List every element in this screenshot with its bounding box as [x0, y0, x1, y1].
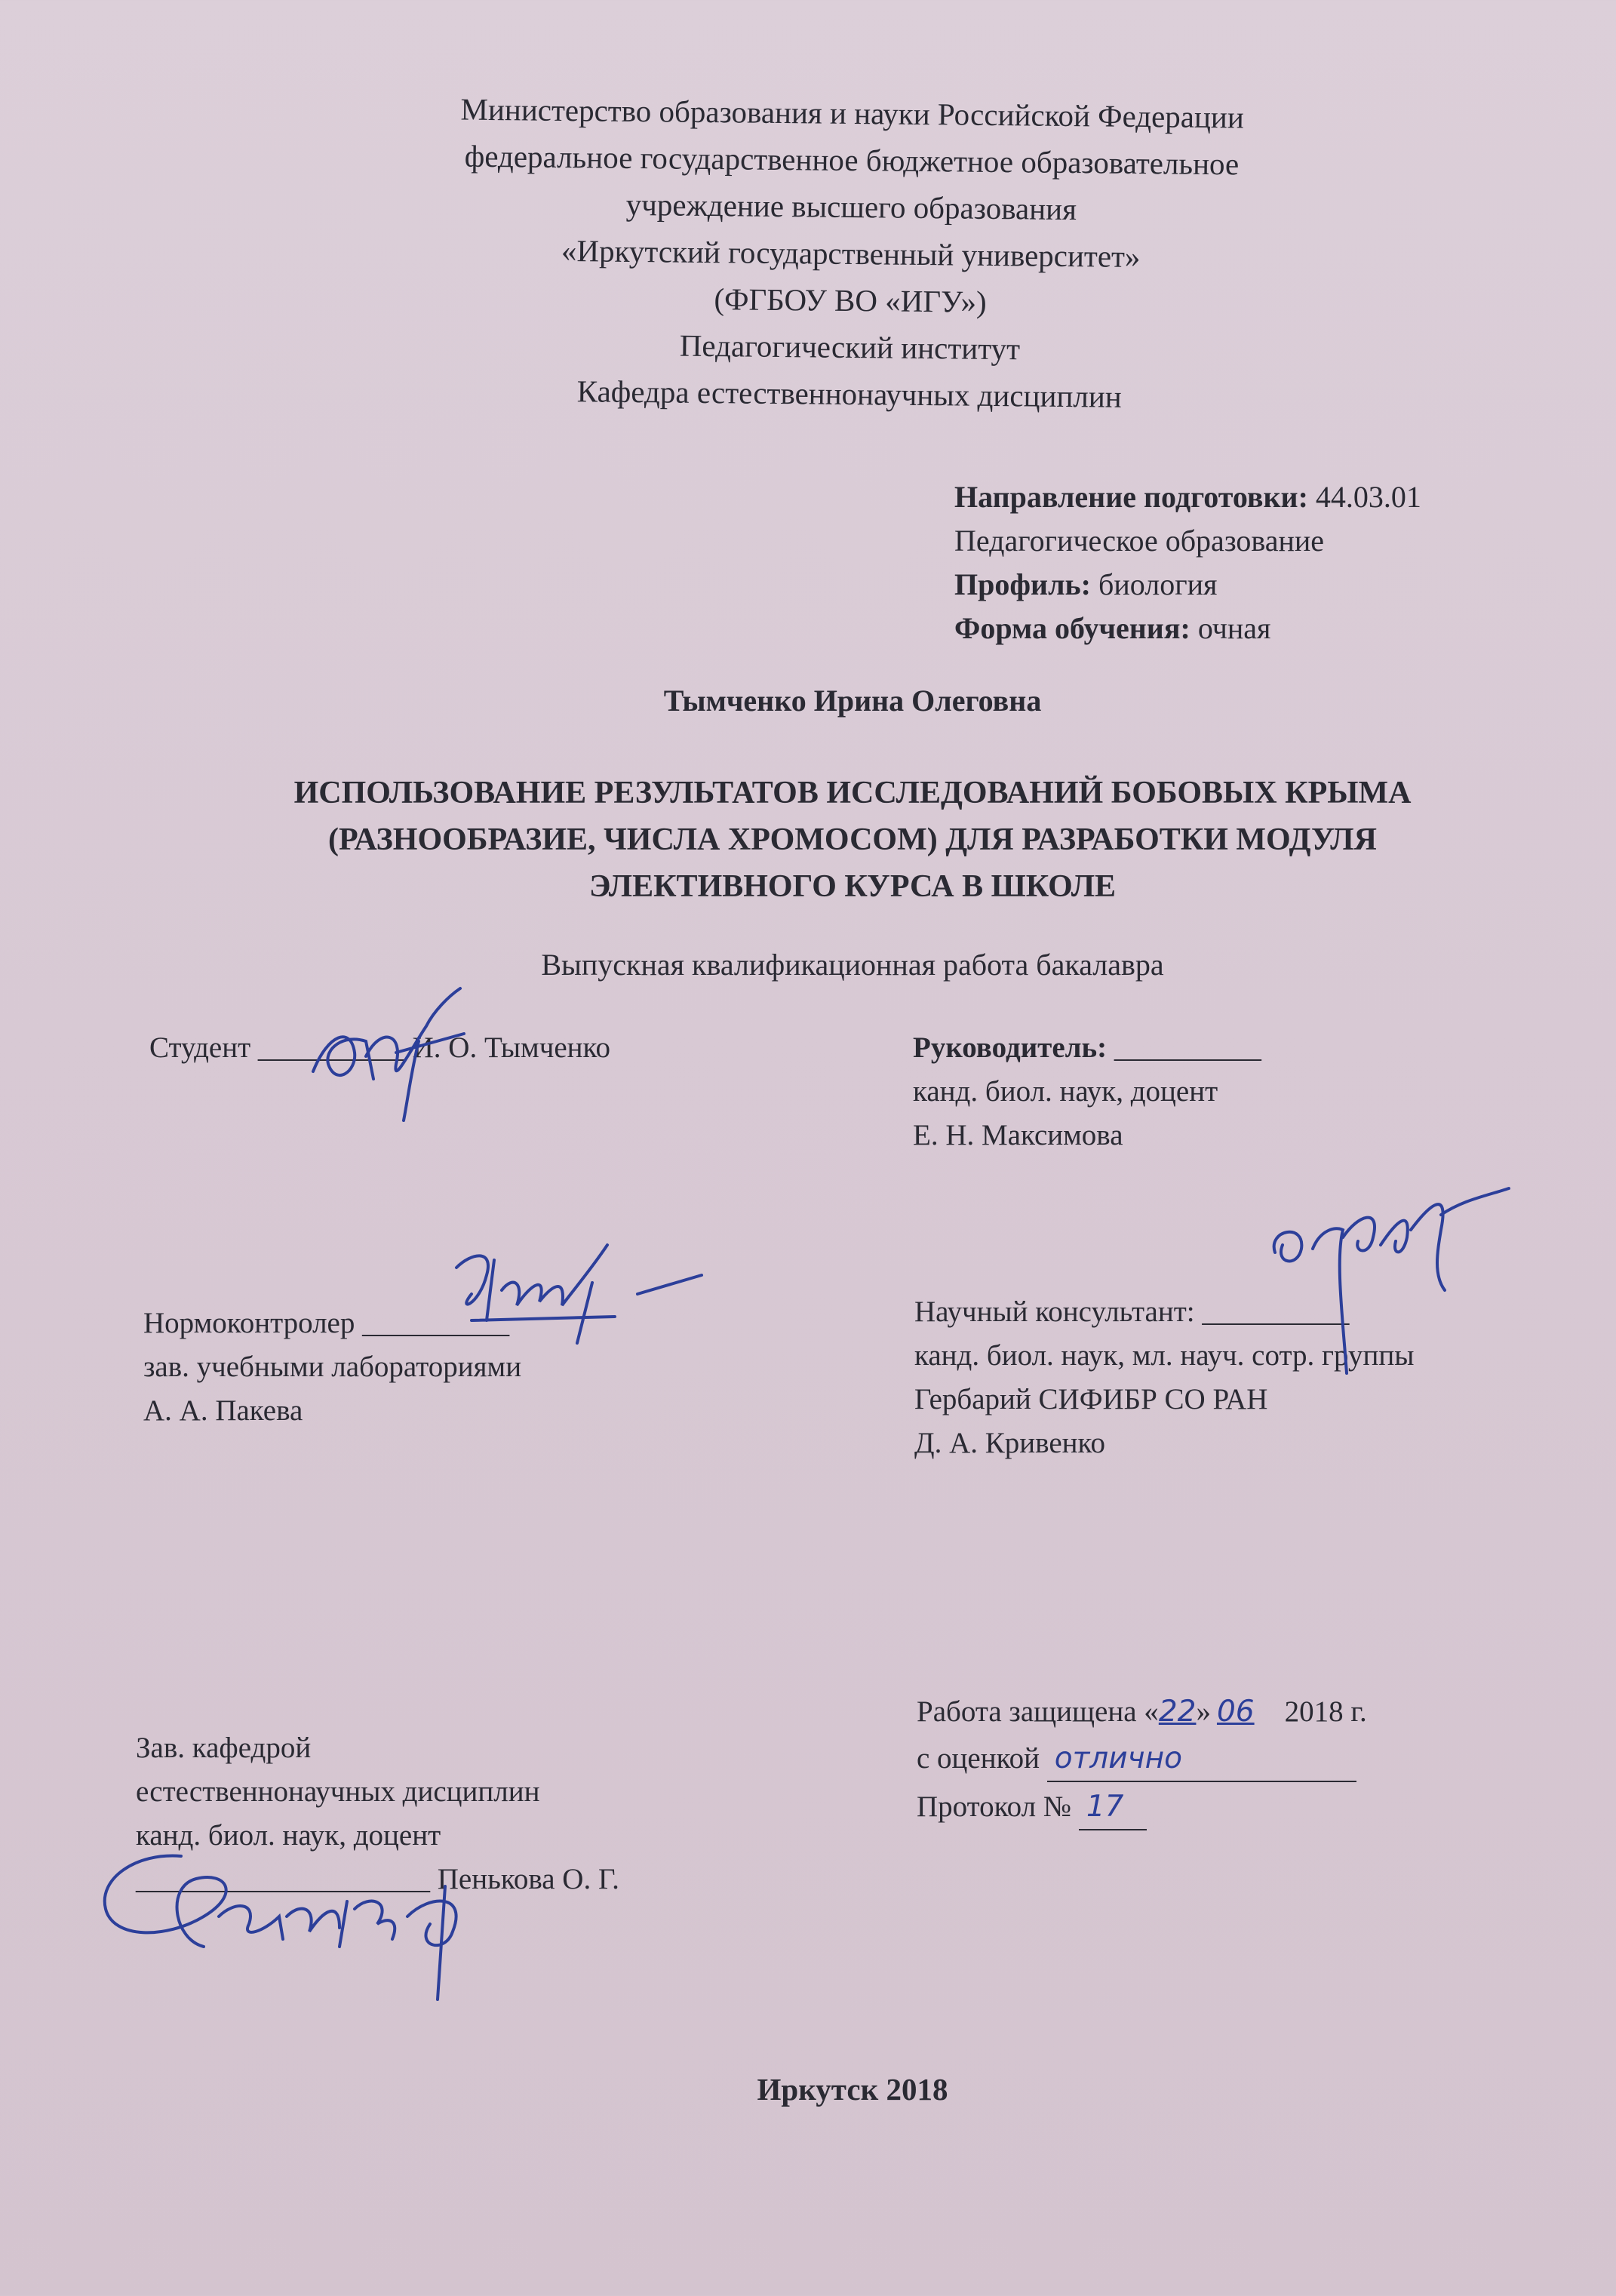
supervisor-signature-line: __________	[1114, 1031, 1261, 1064]
form-label: Форма обучения:	[954, 611, 1190, 645]
title-line-3: ЭЛЕКТИВНОГО КУРСА В ШКОЛЕ	[588, 869, 1117, 904]
work-type: Выпускная квалификационная работа бакалавра	[541, 948, 1164, 982]
head-department: естественнонаучных дисциплин	[136, 1775, 540, 1808]
title-line-2: (РАЗНООБРАЗИЕ, ЧИСЛА ХРОМОСОМ) ДЛЯ РАЗРАБОТКИ МОДУЛЯ	[328, 822, 1377, 857]
supervisor-block	[913, 1026, 1261, 1157]
header-line-department: Кафедра естественнонаучных дисциплин	[576, 373, 1122, 414]
form-value: очная	[1197, 611, 1271, 645]
consultant-signature-line: __________	[1202, 1296, 1350, 1328]
title-line-1: ИСПОЛЬЗОВАНИЕ РЕЗУЛЬТАТОВ ИССЛЕДОВАНИЙ БОБОВЫХ КРЫМА	[293, 776, 1412, 810]
student-signature-line: __________	[257, 1031, 405, 1064]
header-line-abbr: (ФГБОУ ВО «ИГУ»)	[714, 281, 987, 319]
direction-label: Направление подготовки:	[954, 480, 1308, 514]
consultant-org: Гербарий СИФИБР СО РАН	[914, 1383, 1268, 1415]
normcontroller-name: А. А. Пакева	[143, 1394, 303, 1427]
defense-day: 22	[1158, 1695, 1197, 1729]
profile-label: Профиль:	[954, 567, 1091, 601]
direction-name: Педагогическое образование	[954, 524, 1325, 558]
head-signature-line: ____________________	[136, 1863, 430, 1895]
normcontroller-position: зав. учебными лабораториями	[143, 1351, 522, 1383]
protocol-value: 17	[1079, 1785, 1147, 1830]
defense-block	[917, 1690, 1367, 1830]
normcontroller-signature	[441, 1222, 713, 1354]
consultant-name: Д. А. Кривенко	[914, 1427, 1105, 1459]
consultant-signature	[1260, 1185, 1532, 1385]
supervisor-label: Руководитель:	[913, 1031, 1108, 1064]
student-signature	[298, 981, 494, 1128]
header-line-ministry: Министерство образования и науки Российской Федерации	[460, 91, 1245, 135]
normcontroller-label: Нормоконтролер	[143, 1307, 355, 1339]
defense-sep: »	[1196, 1695, 1211, 1728]
head-signature	[91, 1826, 543, 2003]
defended-prefix: Работа защищена «	[917, 1695, 1159, 1728]
consultant-degree: канд. биол. наук, мл. науч. сотр. группы	[914, 1339, 1415, 1372]
normcontroller-signature-line: __________	[362, 1307, 510, 1339]
defense-year: 2018 г.	[1284, 1695, 1367, 1728]
supervisor-name: Е. Н. Максимова	[913, 1119, 1123, 1151]
supervisor-degree: канд. биол. наук, доцент	[913, 1075, 1218, 1108]
direction-code: 44.03.01	[1315, 480, 1421, 514]
author-name: Тымченко Ирина Олеговна	[663, 684, 1042, 718]
head-name: Пенькова О. Г.	[437, 1863, 619, 1895]
head-title: Зав. кафедрой	[136, 1732, 312, 1764]
city-year: Иркутск 2018	[757, 2072, 948, 2107]
consultant-label: Научный консультант:	[914, 1296, 1195, 1328]
header-line-institute: Педагогический институт	[679, 327, 1021, 367]
header-line-federal: федеральное государственное бюджетное образовательное	[464, 138, 1240, 182]
defense-month: 06	[1216, 1695, 1255, 1729]
student-name: И. О. Тымченко	[412, 1031, 610, 1064]
thesis-title	[0, 770, 1616, 910]
header-line-university: «Иркутский государственный университет»	[561, 232, 1141, 275]
program-info	[954, 475, 1421, 650]
header-line-institution: учреждение высшего образования	[625, 186, 1077, 227]
student-label: Студент	[149, 1031, 251, 1064]
institution-header	[0, 81, 1616, 427]
protocol-label: Протокол №	[917, 1790, 1072, 1823]
profile-value: биология	[1098, 567, 1218, 601]
grade-value: отлично	[1047, 1737, 1356, 1782]
grade-label: с оценкой	[917, 1742, 1040, 1775]
head-degree: канд. биол. наук, доцент	[136, 1819, 441, 1852]
